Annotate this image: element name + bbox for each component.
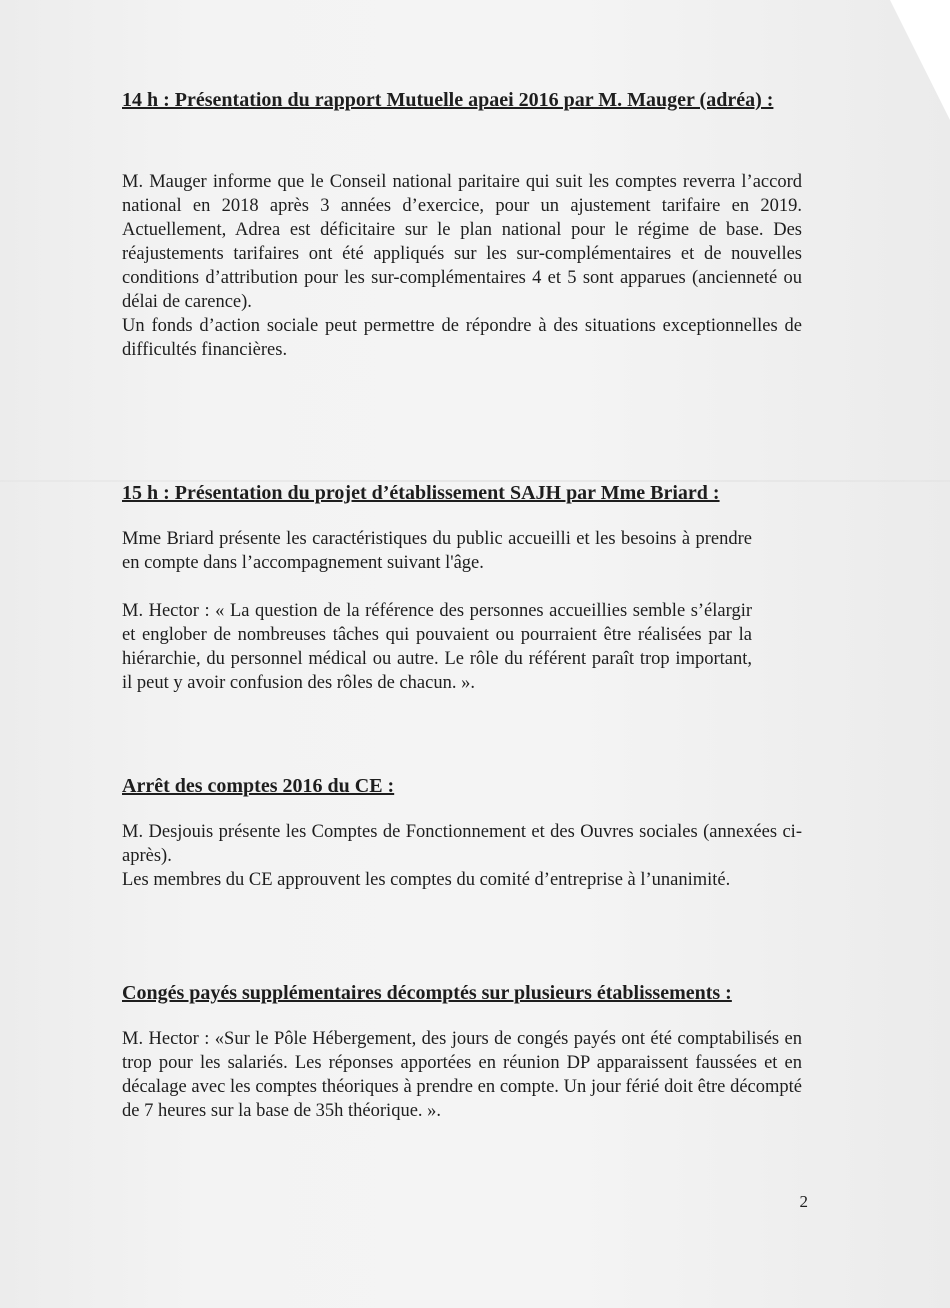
section-paragraph: Mme Briard présente les caractéristiques du public accueilli et les besoins à prendre en compte dans l’accompagnement suivant l'âge. — [122, 529, 752, 573]
section-arret-comptes — [122, 774, 802, 892]
section-paragraph: M. Hector : «Sur le Pôle Hébergement, des jours de congés payés ont été comptabilisés en trop pour les salariés. Les réponses apportées en réunion DP apparaissent faussées et en décalage avec les comptes théoriques à prendre en compte. Un jour férié doit être décompté de 7 heures sur la base de 35h théorique. ». — [122, 1029, 802, 1121]
section-heading: Congés payés supplémentaires décomptés sur plusieurs établissements : — [122, 982, 732, 1004]
section-heading: 14 h : Présentation du rapport Mutuelle apaei 2016 par M. Mauger (adréa) : — [122, 89, 774, 111]
section-heading: 15 h : Présentation du projet d’établissement SAJH par Mme Briard : — [122, 482, 720, 504]
folded-corner — [890, 0, 950, 120]
page-number: 2 — [799, 1192, 808, 1211]
section-paragraph: M. Desjouis présente les Comptes de Fonctionnement et des Ouvres sociales (annexées ci-après). Les membres du CE approuvent les comptes du comité d’entreprise à l’unanimité. — [122, 822, 802, 890]
section-heading: Arrêt des comptes 2016 du CE : — [122, 775, 395, 797]
section-mutuelle — [122, 88, 802, 362]
section-paragraph: M. Mauger informe que le Conseil national paritaire qui suit les comptes reverra l’accord national en 2018 après 3 années d’exercice, pour un ajustement tarifaire en 2019. Actuellement, Adrea est déficitaire sur le plan national pour le régime de base. Des réajustements tarifaires ont été appliqués sur les sur-complémentaires et de nouvelles conditions d’attribution pour les sur-complémentaires 4 et 5 sont apparues (ancienneté ou délai de carence). Un fonds d’action sociale peut permettre de répondre à des situations exceptionnelles de difficultés financières. — [122, 172, 802, 360]
section-paragraph: M. Hector : « La question de la référence des personnes accueillies semble s’élargir et englober de nombreuses tâches qui pouvaient ou pourraient être réalisées par la hiérarchie, du personnel médical ou autre. Le rôle du référent paraît trop important, il peut y avoir confusion des rôles de chacun. ». — [122, 601, 752, 693]
section-conges — [122, 981, 802, 1123]
section-sajh — [122, 481, 752, 695]
